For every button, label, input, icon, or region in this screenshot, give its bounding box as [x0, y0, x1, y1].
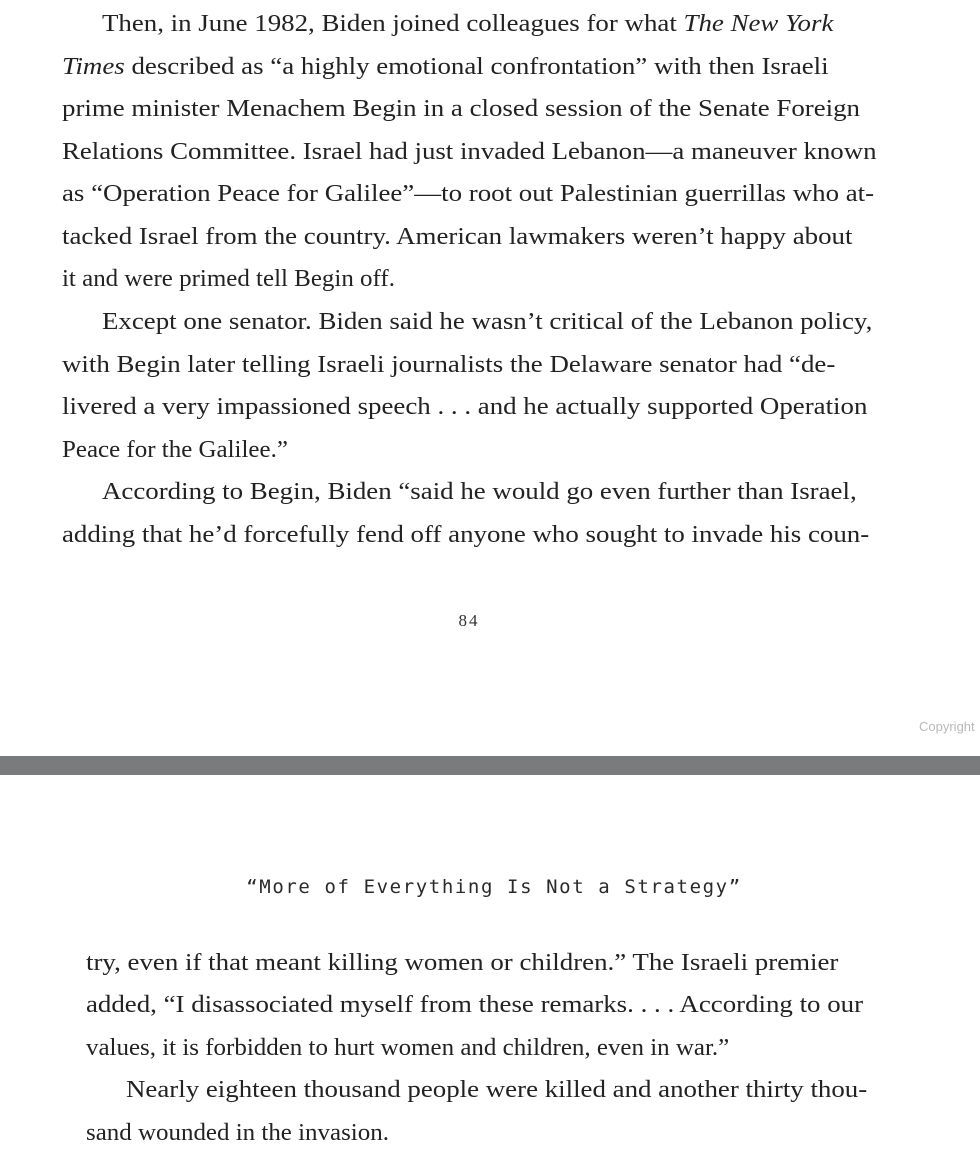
text-line	[62, 350, 835, 380]
text-run: sand wounded in the invasion.	[86, 1120, 389, 1146]
text-line	[62, 179, 874, 209]
text-run: Then, in June 1982, Biden joined colleagues for what	[102, 11, 684, 37]
text-line	[86, 1033, 729, 1063]
text-line	[62, 520, 869, 550]
text-run: adding that he’d forcefully fend off anyone who sought to invade his coun-	[62, 522, 870, 548]
text-run: as “Operation Peace for Galilee”—to root out Palestinian guerrillas who at-	[62, 181, 875, 207]
text-run: Relations Committee. Israel had just invaded Lebanon—a maneuver known	[62, 139, 877, 165]
text-run: prime minister Menachem Begin in a closed session of the Senate Foreign	[62, 96, 860, 122]
text-run: According to Begin, Biden “said he would go even further than Israel,	[102, 479, 857, 505]
text-line	[62, 52, 829, 82]
text-run: it and were primed tell Begin off.	[62, 266, 395, 292]
text-line	[86, 1118, 389, 1148]
text-line	[86, 948, 838, 978]
text-run: livered a very impassioned speech . . . and he actually supported Operation	[62, 394, 868, 420]
text-line	[126, 1075, 867, 1105]
text-line	[86, 990, 863, 1020]
page-number: 84	[458, 611, 480, 630]
page-separator	[0, 756, 980, 775]
text-run: with Begin later telling Israeli journalists the Delaware senator had “de-	[62, 352, 836, 378]
text-line	[62, 392, 867, 422]
text-run: values, it is forbidden to hurt women and children, even in war.”	[86, 1035, 730, 1061]
text-line	[62, 94, 860, 124]
italic-text: The New York	[683, 11, 834, 37]
text-run: Peace for the Galilee.”	[62, 437, 288, 463]
text-line	[102, 477, 857, 507]
text-run: tacked Israel from the country. American lawmakers weren’t happy about	[62, 224, 853, 250]
copyright-watermark: Copyright	[919, 719, 975, 734]
text-run: described as “a highly emotional confrontation” with then Israeli	[124, 54, 829, 80]
text-line	[62, 137, 877, 167]
text-line	[102, 9, 833, 39]
text-run: added, “I disassociated myself from these remarks. . . . According to our	[86, 992, 864, 1018]
text-run: Nearly eighteen thousand people were killed and another thirty thou-	[126, 1077, 868, 1103]
text-line	[62, 222, 852, 252]
running-head: “More of Everything Is Not a Strategy”	[246, 876, 742, 898]
text-line	[62, 435, 288, 465]
text-run: try, even if that meant killing women or children.” The Israeli premier	[86, 950, 839, 976]
italic-text: Times	[62, 54, 125, 80]
text-line	[102, 307, 872, 337]
text-run: Except one senator. Biden said he wasn’t critical of the Lebanon policy,	[102, 309, 873, 335]
text-line	[62, 264, 395, 294]
